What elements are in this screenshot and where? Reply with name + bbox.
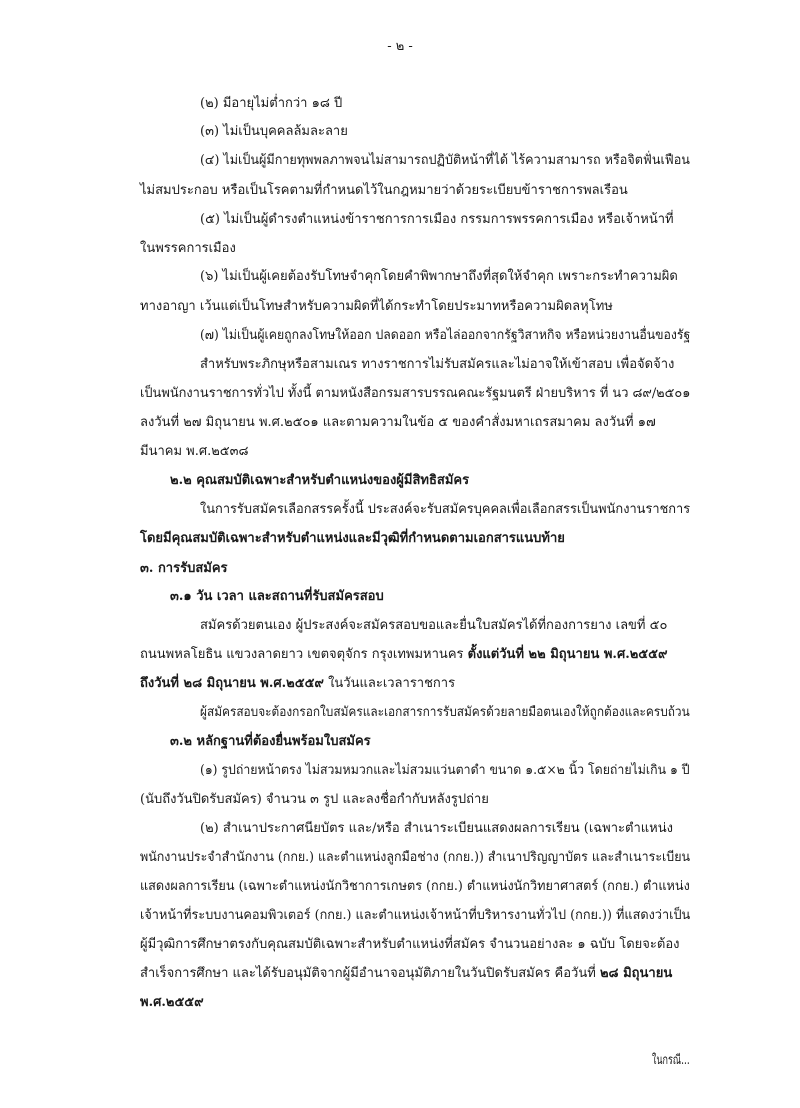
deadline-prefix-text: สำเร็จการศึกษา และได้รับอนุมัติจากผู้มีอำนาจอนุมัติภายในวันปิดรับสมัคร คือวันที่ — [140, 966, 600, 981]
address-text: ถนนพหลโยธิน แขวงลาดยาว เขตจตุจักร กรุงเทพมหานคร — [140, 647, 468, 662]
item-6-line-1: (๖) ไม่เป็นผู้เคยต้องรับโทษจำคุกโดยคำพิพากษาถึงที่สุดให้จำคุก เพราะกระทำความผิด — [200, 269, 678, 284]
item-7-line-3: เป็นพนักงานราชการทั่วไป ทั้งนี้ ตามหนังสือกรมสารบรรณคณะรัฐมนตรี ฝ่ายบริหาร ที่ นว ๘๙/๒๕๐๑ — [140, 386, 691, 401]
item-7-line-5: มีนาคม พ.ศ.๒๕๓๘ — [140, 444, 249, 459]
section-2-2-para-1: ในการรับสมัครเลือกสรรครั้งนี้ ประสงค์จะรับสมัครบุคคลเพื่อเลือกสรรเป็นพนักงานราชการ — [200, 502, 691, 517]
section-3-2-item-1-line-1: (๑) รูปถ่ายหน้าตรง ไม่สวมหมวกและไม่สวมแว่นตาดำ ขนาด ๑.๕×๒ นิ้ว โดยถ่ายไม่เกิน ๑ ปี — [200, 763, 690, 778]
item-3: (๓) ไม่เป็นบุคคลล้มละลาย — [200, 124, 348, 139]
section-3-2-item-2-line-4: เจ้าหน้าที่ระบบงานคอมพิวเตอร์ (กกย.) และตำแหน่งเจ้าหน้าที่บริหารงานทั่วไป (กกย.)) ที่แสดงว่าเป็น — [140, 908, 691, 923]
section-3-2-item-2-line-2: พนักงานประจำสำนักงาน (กกย.) และตำแหน่งลูกมือช่าง (กกย.)) สำเนาปริญญาบัตร และสำเนาระเบียน — [140, 850, 691, 865]
section-3-2-item-2-line-1: (๒) สำเนาประกาศนียบัตร และ/หรือ สำเนาระเบียนแสดงผลการเรียน (เฉพาะตำแหน่ง — [200, 821, 673, 836]
item-7-line-4: ลงวันที่ ๒๗ มิถุนายน พ.ศ.๒๕๐๑ และตามความในข้อ ๕ ของคำสั่งมหาเถรสมาคม ลงวันที่ ๑๗ — [140, 415, 656, 430]
section-3-2-item-2-line-6 — [140, 965, 672, 983]
section-3-1-line-4: ผู้สมัครสอบจะต้องกรอกใบสมัครและเอกสารการรับสมัครด้วยลายมือตนเองให้ถูกต้องและครบถ้วน — [200, 705, 690, 720]
end-date-text: ถึงวันที่ ๒๘ มิถุนายน พ.ศ.๒๕๕๙ — [140, 676, 324, 691]
item-5-line-2: ในพรรคการเมือง — [140, 241, 236, 256]
deadline-date-text: ๒๘ มิถุนายน — [599, 966, 673, 981]
section-3-1-line-1: สมัครด้วยตนเอง ผู้ประสงค์จะสมัครสอบขอและยื่นใบสมัครได้ที่กองการยาง เลขที่ ๕๐ — [200, 618, 668, 633]
item-7-line-1: (๗) ไม่เป็นผู้เคยถูกลงโทษให้ออก ปลดออก หรือไล่ออกจากรัฐวิสาหกิจ หรือหน่วยงานอื่นของรัฐ — [200, 328, 691, 343]
page-number: - ๒ - — [387, 39, 413, 54]
item-2: (๒) มีอายุไม่ต่ำกว่า ๑๘ ปี — [200, 96, 343, 111]
section-3-2-item-1-line-2: (นับถึงวันปิดรับสมัคร) จำนวน ๓ รูป และลงชื่อกำกับหลังรูปถ่าย — [140, 792, 489, 807]
item-5-line-1: (๕) ไม่เป็นผู้ดำรงตำแหน่งข้าราชการการเมือง กรรมการพรรคการเมือง หรือเจ้าหน้าที่ — [200, 212, 674, 227]
continuation-text: ในกรณี... — [652, 1053, 690, 1068]
section-2-2-heading: ๒.๒ คุณสมบัติเฉพาะสำหรับตำแหน่งของผู้มีสิทธิสมัคร — [170, 473, 470, 488]
section-2-2-para-2: โดยมีคุณสมบัติเฉพาะสำหรับตำแหน่งและมีวุฒิที่กำหนดตามเอกสารแนบท้าย — [140, 531, 565, 546]
section-3-2-item-2-line-5: ผู้มีวุฒิการศึกษาตรงกับคุณสมบัติเฉพาะสำหรับตำแหน่งที่สมัคร จำนวนอย่างละ ๑ ฉบับ โดยจะต้อง — [140, 937, 680, 952]
section-3-1-heading: ๓.๑ วัน เวลา และสถานที่รับสมัครสอบ — [170, 589, 384, 604]
item-4-line-1: (๔) ไม่เป็นผู้มีกายทุพพลภาพจนไม่สามารถปฏิบัติหน้าที่ได้ ไร้ความสามารถ หรือจิตฟั่นเฟือน — [200, 153, 690, 168]
item-7-line-2: สำหรับพระภิกษุหรือสามเณร ทางราชการไม่รับสมัครและไม่อาจให้เข้าสอบ เพื่อจัดจ้าง — [200, 357, 675, 372]
office-hours-text: ในวันและเวลาราชการ — [323, 676, 456, 691]
section-3-1-line-3 — [140, 675, 455, 693]
section-3-2-item-2-line-3: แสดงผลการเรียน (เฉพาะตำแหน่งนักวิชาการเกษตร (กกย.) ตำแหน่งนักวิทยาศาสตร์ (กกย.) ตำแหน่ง — [140, 879, 690, 894]
item-4-line-2: ไม่สมประกอบ หรือเป็นโรคตามที่กำหนดไว้ในกฎหมายว่าด้วยระเบียบข้าราชการพลเรือน — [140, 183, 628, 198]
section-3-heading: ๓. การรับสมัคร — [140, 561, 228, 576]
section-3-2-heading: ๓.๒ หลักฐานที่ต้องยื่นพร้อมใบสมัคร — [170, 734, 371, 749]
section-3-1-line-2 — [140, 646, 668, 664]
start-date-text: ตั้งแต่วันที่ ๒๒ มิถุนายน พ.ศ.๒๕๕๙ — [467, 647, 668, 662]
section-3-2-item-2-line-7: พ.ศ.๒๕๕๙ — [140, 995, 204, 1010]
item-6-line-2: ทางอาญา เว้นแต่เป็นโทษสำหรับความผิดที่ได้กระทำโดยประมาทหรือความผิดลหุโทษ — [140, 299, 613, 314]
